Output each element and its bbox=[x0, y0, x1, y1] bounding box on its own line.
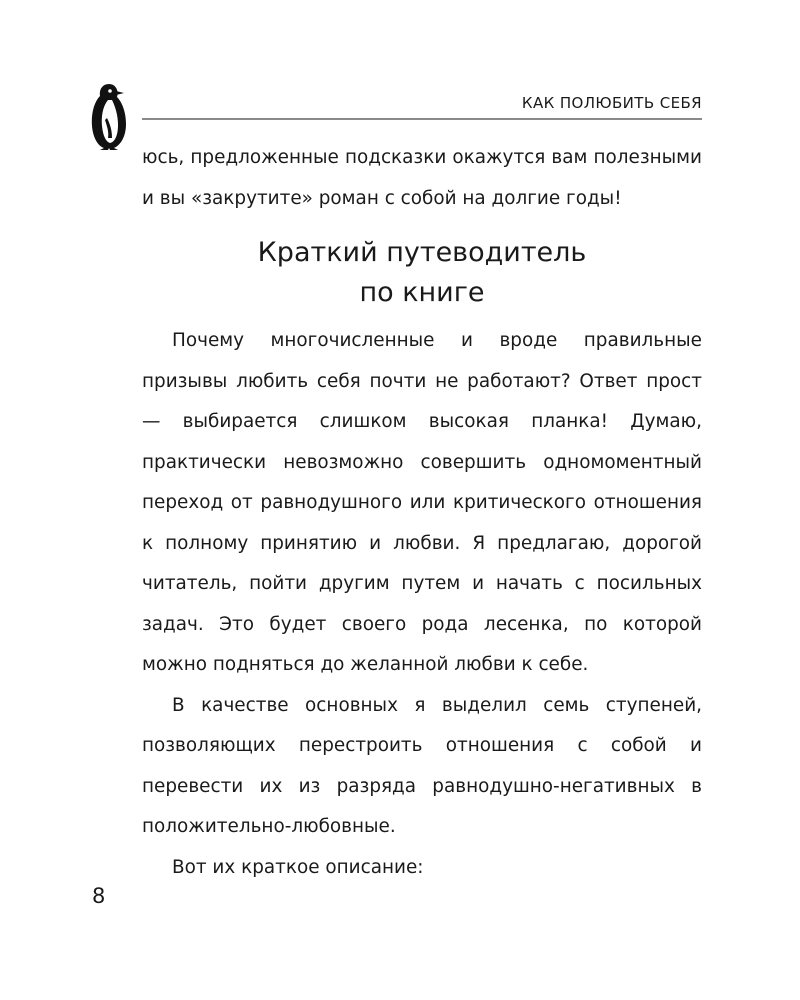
penguin-icon bbox=[86, 80, 132, 152]
heading-line-1: Краткий путеводитель bbox=[257, 237, 587, 268]
page-body bbox=[142, 138, 702, 888]
running-title: КАК ПОЛЮБИТЬ СЕБЯ bbox=[521, 94, 702, 112]
header-rule bbox=[142, 118, 702, 120]
paragraph-2: В качестве основных я выделил семь ступеней, позволяющих перестроить отношения с собой и перевести их из разряда равнодушно-негативных в положительно-любовные. bbox=[142, 694, 702, 837]
heading-line-2: по книге bbox=[359, 277, 485, 308]
section-heading bbox=[142, 233, 702, 313]
continuation-paragraph: юсь, предложенные подсказки окажутся вам полезными и вы «закрутите» роман с собой на долгие годы! bbox=[142, 147, 702, 209]
page-number: 8 bbox=[92, 884, 106, 908]
paragraph-1: Почему многочисленные и вроде правильные призывы любить себя почти не работают? Ответ прост — выбирается слишком высокая планка! Думаю, практически невозможно совершить одномоментный переход от равнодушного или критического отношения к полному принятию и любви. Я предлагаю, дорогой читатель, пойти другим путем и начать с посильных задач. Это будет своего рода лесенка, по которой можно подняться до желанной любви к себе. bbox=[142, 330, 702, 675]
paragraph-3: Вот их краткое описание: bbox=[172, 856, 424, 878]
